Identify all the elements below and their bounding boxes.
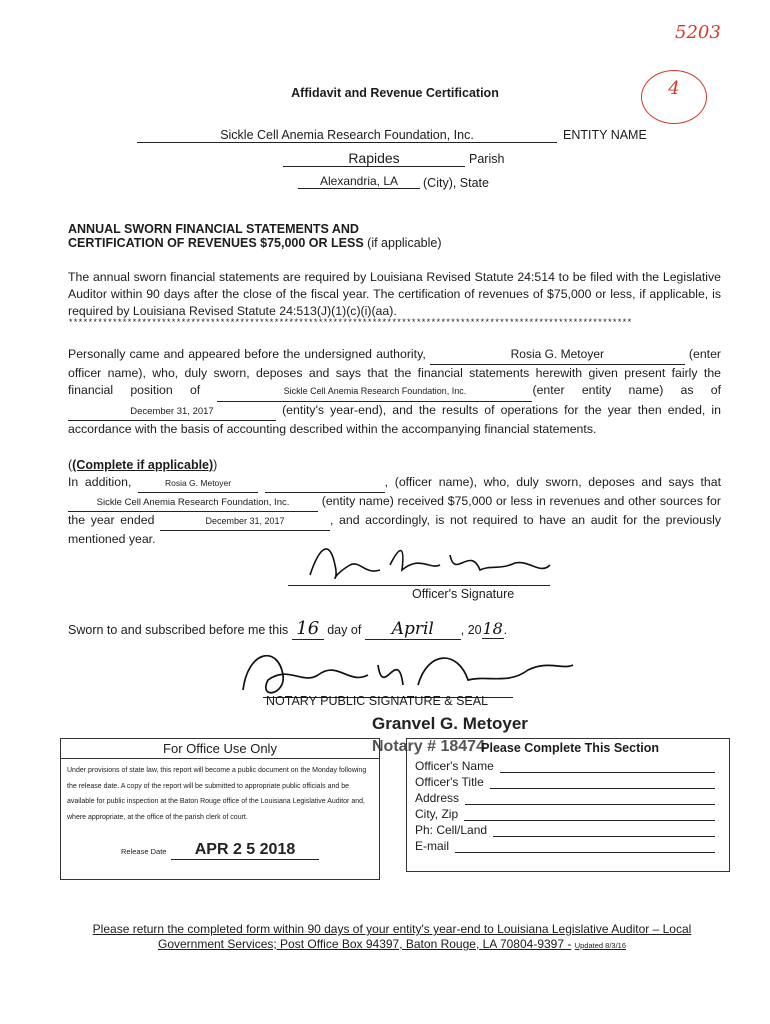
notary-signature-label: NOTARY PUBLIC SIGNATURE & SEAL xyxy=(266,694,489,708)
footer-line1: Please return the completed form within 90 days of your entity's year-end to Louisiana Legislative Auditor – Local xyxy=(92,922,692,936)
section-heading xyxy=(68,222,442,250)
field-city-zip-label: City, Zip xyxy=(415,807,459,821)
notary-stamp-number: Notary # 18474 xyxy=(372,738,485,755)
complete-section-box xyxy=(406,738,730,872)
sworn-day: 16 xyxy=(292,618,324,640)
city-state-label: (City), State xyxy=(423,176,489,190)
parish-label: Parish xyxy=(469,152,505,166)
complete-section-title: Please Complete This Section xyxy=(481,741,659,755)
footer-line2: Government Services; Post Office Box 94397, Baton Rouge, LA 70804-9397 - xyxy=(157,937,572,951)
entity-name-fill: Sickle Cell Anemia Research Foundation, Inc. xyxy=(217,383,532,402)
field-officer-title-label: Officer's Title xyxy=(415,775,484,789)
addition-text-4: , and accordingly, is not required to have an audit for the previously mentioned year. xyxy=(68,513,722,546)
field-email[interactable] xyxy=(415,837,715,853)
affidavit-paragraph xyxy=(68,346,721,439)
field-officer-name[interactable] xyxy=(415,757,715,773)
office-use-text: Under provisions of state law, this report will become a public document on the Monday following the release date. A copy of the report will be submitted to appropriate public officials and be available for public inspection at the Baton Rouge office of the Louisiana Legislative Auditor and, where appropriate, at the office of the parish clerk of court. xyxy=(67,767,367,821)
parish-value: Rapides xyxy=(283,150,465,167)
addition-heading-text: (Complete if applicable) xyxy=(72,458,214,472)
sworn-month: April xyxy=(365,619,461,640)
officer-signature-label: Officer's Signature xyxy=(412,587,515,601)
affidavit-text-2: (enter officer name), who, duly sworn, deposes and says that the financial statements herewith given present fairly the financial position of xyxy=(68,347,722,397)
field-officer-title[interactable] xyxy=(415,773,715,789)
officer-name-fill: Rosia G. Metoyer xyxy=(430,346,685,365)
release-date-label: Release Date xyxy=(121,847,167,856)
year-end-fill: December 31, 2017 xyxy=(68,403,276,422)
section-heading-line1: ANNUAL SWORN FINANCIAL STATEMENTS AND xyxy=(68,222,359,236)
affidavit-text-1: Personally came and appeared before the undersigned authority, xyxy=(68,347,426,361)
footer-line2-wrap xyxy=(60,937,724,951)
section-heading-suffix: (if applicable) xyxy=(367,236,442,250)
sworn-text-1: Sworn to and subscribed before me this xyxy=(68,623,289,637)
entity-name-label: ENTITY NAME xyxy=(563,128,647,142)
field-address-label: Address xyxy=(415,791,460,805)
release-date-value: APR 2 5 2018 xyxy=(171,841,319,860)
star-divider: ******************************************************************************************************************* xyxy=(68,318,632,328)
addition-entity-fill: Sickle Cell Anemia Research Foundation, Inc. xyxy=(68,494,318,512)
office-use-title: For Office Use Only xyxy=(61,741,379,759)
form-title: Affidavit and Revenue Certification xyxy=(291,86,499,100)
addition-date-fill: December 31, 2017 xyxy=(160,513,330,531)
officer-signature-drawing xyxy=(290,535,560,595)
sworn-text-3: , 20 xyxy=(460,623,482,637)
city-state-value: Alexandria, LA xyxy=(298,174,420,189)
footer-updated: Updated 8/3/16 xyxy=(574,941,626,950)
officer-signature-line xyxy=(288,585,550,586)
handwritten-number: 5203 xyxy=(675,22,721,43)
field-phone[interactable] xyxy=(415,821,715,837)
sworn-line: Sworn to and subscribed before me this 16 day of April , 2018. xyxy=(68,618,508,639)
field-email-label: E-mail xyxy=(415,839,450,853)
addition-text-1: In addition, xyxy=(68,475,132,489)
addition-text-3: (entity name) received $75,000 or less in revenues and other sources for the year ended xyxy=(68,494,721,527)
complete-section-fields xyxy=(407,755,729,853)
entity-name-value: Sickle Cell Anemia Research Foundation, Inc. xyxy=(137,128,557,143)
addition-text-2: , (officer name), who, duly sworn, deposes and says that xyxy=(384,475,721,489)
field-officer-name-label: Officer's Name xyxy=(415,759,494,773)
office-use-box xyxy=(60,738,380,880)
addition-blank-fill xyxy=(265,475,385,493)
affidavit-text-3: (enter entity name) as of xyxy=(532,383,722,397)
addition-heading: ((Complete if applicable)) xyxy=(68,458,218,472)
notary-stamp-name: Granvel G. Metoyer xyxy=(372,714,528,733)
field-address[interactable] xyxy=(415,789,715,805)
field-phone-label: Ph: Cell/Land xyxy=(415,823,488,837)
section-heading-line2: CERTIFICATION OF REVENUES $75,000 OR LESS xyxy=(68,236,364,250)
sworn-text-2: day of xyxy=(327,623,362,637)
addition-officer-fill: Rosia G. Metoyer xyxy=(138,475,258,493)
circled-number: 4 xyxy=(668,78,680,99)
field-city-zip[interactable] xyxy=(415,805,715,821)
affidavit-text-4: (entity's year-end), and the results of operations for the year then ended, in accordance with the basis of accounting described within the accompanying financial statements. xyxy=(68,402,721,436)
intro-paragraph: The annual sworn financial statements are required by Louisiana Revised Statute 24:514 to be filed with the Legislative Auditor within 90 days after the close of the fiscal year. The certification of revenues of $75,000 or less, if applicable, is required by Louisiana Revised Statute 24:513(J)(1)(c)(i)(aa). xyxy=(68,270,721,318)
sworn-year: 18 xyxy=(482,619,503,638)
